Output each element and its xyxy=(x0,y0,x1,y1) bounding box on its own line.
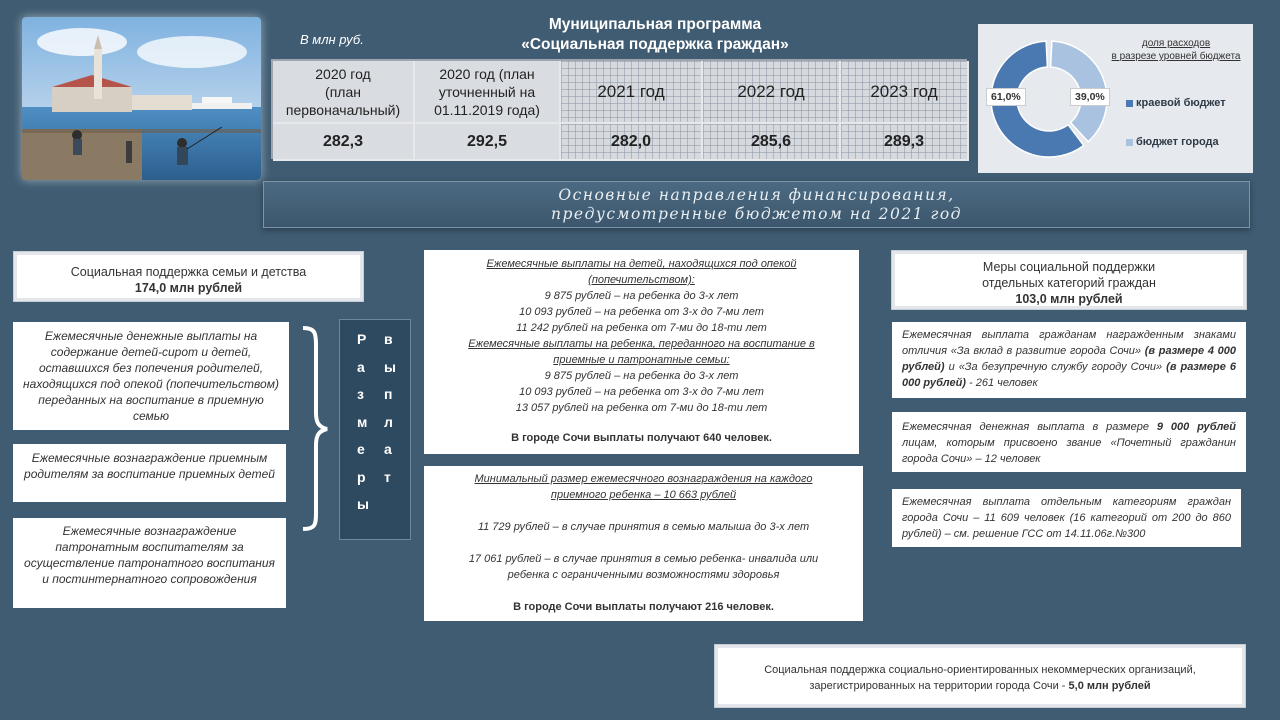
payment-sizes-label xyxy=(339,319,411,540)
vertical-letter: з xyxy=(357,386,364,402)
vertical-letter: т xyxy=(384,468,391,485)
budget-share-chart xyxy=(978,24,1253,173)
family-item-foster-parents: Ежемесячные вознаграждение приемным родителям за воспитание приемных детей xyxy=(13,444,286,502)
family-support-header xyxy=(14,252,363,301)
title-line1: Муниципальная программа xyxy=(548,16,762,33)
chart-title: доля расходов в разрезе уровней бюджета xyxy=(1111,38,1241,62)
vertical-letter: л xyxy=(384,413,393,430)
budget-table xyxy=(271,59,967,159)
budget-year-2022: 2022 год xyxy=(703,61,841,124)
legend-regional: краевой бюджет xyxy=(1126,97,1226,109)
directions-banner xyxy=(263,181,1250,228)
legend-swatch-city xyxy=(1126,139,1133,146)
citizens-item-categories: Ежемесячная выплата отдельным категориям граждан города Сочи – 11 609 человек (16 категорий от 200 до 860 рублей) – см. решение ГСС от 14.11.06г.№300 xyxy=(892,489,1241,547)
foster-reward-box: Минимальный размер ежемесячного вознаграждения на каждого приемного ребенка – 10 663 рублей 11 729 рублей – в случае принятия в семью малыша до 3-х лет 17 061 рублей – в случае принятия в семью ребенка- инвалида или ребенка с ограниченными возможностями здоровья В городе Сочи выплаты получают 216 человек. xyxy=(424,466,863,621)
nko-support-box: Социальная поддержка социально-ориентированных некоммерческих организаций, зарегистрированных на территории города Сочи - 5,0 млн рублей xyxy=(715,645,1245,707)
vertical-letter: м xyxy=(357,413,368,430)
pct-label-regional: 61,0% xyxy=(986,88,1026,106)
budget-value-2020-initial: 282,3 xyxy=(273,124,415,161)
vertical-letter: а xyxy=(357,358,365,375)
title-line2: «Социальная поддержка граждан» xyxy=(521,36,789,53)
vertical-letter: р xyxy=(357,468,366,485)
vertical-letter: п xyxy=(384,386,393,402)
vertical-letter: ы xyxy=(384,358,396,375)
banner-line2: предусмотренные бюджетом на 2021 год xyxy=(551,205,962,223)
citizens-item-badges: Ежемесячная выплата гражданам награжденным знаками отличия «За вклад в развитие города Сочи» (в размере 4 000 рублей) и «За безупречную службу городу Сочи» (в размере 6 000 рублей) - 261 человек xyxy=(892,322,1246,398)
legend-swatch-regional xyxy=(1126,100,1133,107)
foster-reward-footer: В городе Сочи выплаты получают 216 человек. xyxy=(513,601,774,613)
city-photo xyxy=(22,17,261,180)
guardianship-payments-box: Ежемесячные выплаты на детей, находящихся под опекой (попечительством): 9 875 рублей – на ребенка до 3-х лет 10 093 рублей – на ребенка от 3-х до 7-ми лет 11 242 рублей на ребенка от 7-ми до 18-ти лет Ежемесячные выплаты на ребенка, переданного на воспитание в приемные и патронатные семьи: 9 875 рублей – на ребенка до 3-х лет 10 093 рублей – на ребенка от 3-х до 7-ми лет 13 057 рублей на ребенка от 7-ми до 18-ти лет В городе Сочи выплаты получают 640 человек. xyxy=(424,250,859,454)
vertical-letter: в xyxy=(384,331,393,347)
unit-note: В млн руб. xyxy=(300,32,364,47)
guardianship-footer: В городе Сочи выплаты получают 640 человек. xyxy=(511,432,772,444)
citizens-support-header: Меры социальной поддержки отдельных категорий граждан 103,0 млн рублей xyxy=(892,251,1246,309)
family-amount: 174,0 млн рублей xyxy=(134,281,243,295)
family-item-patronage: Ежемесячные вознаграждение патронатным воспитателям за осуществление патронатного воспитания и постинтернатного сопровождения xyxy=(13,518,286,608)
pct-label-city: 39,0% xyxy=(1070,88,1110,106)
vertical-letter: а xyxy=(384,441,392,457)
citizens-item-honorary: Ежемесячная денежная выплата в размере 9 000 рублей лицам, которым присвоено звание «Почетный гражданин города Сочи» – 12 человек xyxy=(892,412,1246,472)
word-column-1 xyxy=(357,330,369,523)
legend-city: бюджет города xyxy=(1126,136,1219,148)
budget-value-2023: 289,3 xyxy=(841,124,969,161)
nko-amount: 5,0 млн рублей xyxy=(1068,680,1151,692)
budget-year-2021: 2021 год xyxy=(561,61,703,124)
budget-year-2020-updated: 2020 год (план уточненный на 01.11.2019 года) xyxy=(415,61,561,124)
family-item-orphans: Ежемесячные денежные выплаты на содержание детей-сирот и детей, оставшихся без попечения родителей, находящихся под опекой (попечительством) переданных на воспитание в приемную семью xyxy=(13,322,289,430)
seaport-illustration xyxy=(22,17,261,180)
family-heading: Социальная поддержка семьи и детства xyxy=(70,265,307,279)
budget-year-2020-initial: 2020 год (план первоначальный) xyxy=(273,61,415,124)
vertical-letter: Р xyxy=(357,331,367,347)
vertical-letter: ы xyxy=(357,496,369,512)
word-column-2 xyxy=(384,330,396,495)
budget-value-2022: 285,6 xyxy=(703,124,841,161)
page-title xyxy=(440,15,870,55)
budget-year-2023: 2023 год xyxy=(841,61,969,124)
vertical-letter: е xyxy=(357,441,365,457)
budget-value-2021: 282,0 xyxy=(561,124,703,161)
citizens-amount: 103,0 млн рублей xyxy=(1015,292,1123,306)
banner-line1: Основные направления финансирования, xyxy=(558,186,955,204)
bracket-icon xyxy=(299,325,329,532)
budget-value-2020-updated: 292,5 xyxy=(415,124,561,161)
